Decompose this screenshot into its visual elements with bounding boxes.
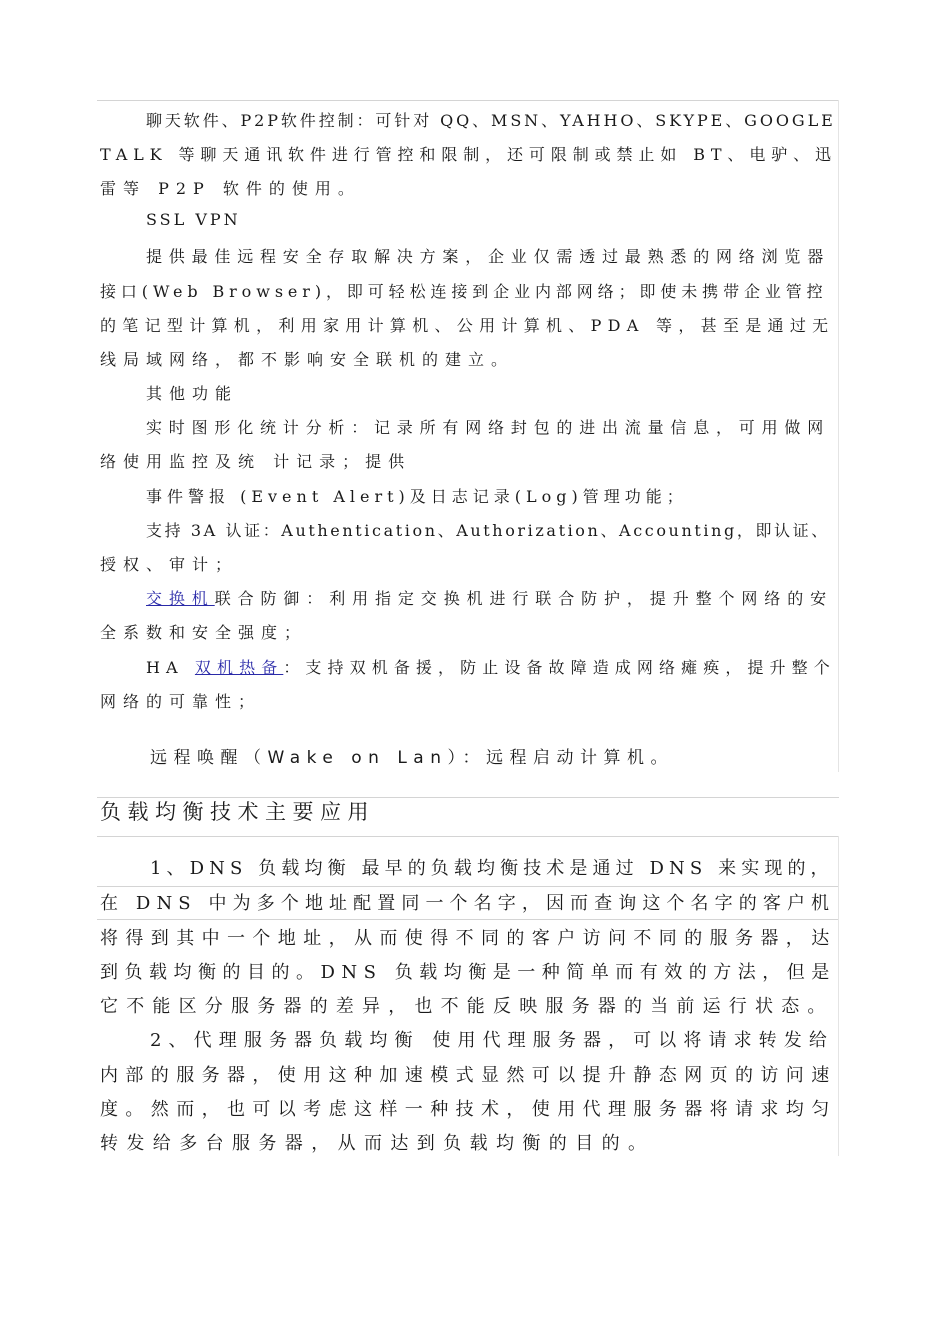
text-line: 在 DNS 中为多个地址配置同一个名字，因而查询这个名字的客户机 <box>100 893 836 914</box>
section2-right-rule <box>838 836 839 1156</box>
subheading-other-functions: 其他功能 <box>146 384 239 403</box>
ha-text: ：支持双机备援，防止设备故障造成网络瘫痪，提升整个 <box>283 658 836 677</box>
text-line: 的笔记型计算机，利用家用计算机、公用计算机、PDA 等，甚至是通过无 <box>100 316 835 335</box>
section-heading: 负载均衡技术主要应用 <box>100 800 375 824</box>
text-line: 授权、审计； <box>100 555 239 574</box>
switch-line <box>146 586 833 609</box>
text-line: 事件警报 (Event Alert)及日志记录(Log)管理功能； <box>146 487 688 506</box>
text-line: 提供最佳远程安全存取解决方案，企业仅需透过最熟悉的网络浏览器 <box>146 247 831 266</box>
para-rule-2 <box>97 919 839 920</box>
wake-on-lan-line: 远程唤醒（Wake on Lan）：远程启动计算机。 <box>150 748 674 768</box>
frame-top-rule <box>97 100 839 101</box>
text-line: 内部的服务器，使用这种加速模式显然可以提升静态网页的访问速 <box>100 1065 837 1086</box>
switch-text: 联合防御：利用指定交换机进行联合防护，提升整个网络的安 <box>214 589 834 608</box>
text-line: 网络的可靠性； <box>100 692 262 711</box>
heading-bottom-rule <box>97 836 839 837</box>
text-line: 转发给多台服务器，从而达到负载均衡的目的。 <box>100 1133 655 1154</box>
text-line: 支持 3A 认证：Authentication、Authorization、Accounting，即认证、 <box>146 521 830 540</box>
frame-right-rule <box>838 100 839 772</box>
switch-link[interactable]: 交换机 <box>146 589 215 608</box>
text-line: 将得到其中一个地址，从而使得不同的客户访问不同的服务器，达 <box>100 928 837 949</box>
text-line: 络使用监控及统 计记录；提供 <box>100 452 412 471</box>
text-line: 到负载均衡的目的。DNS 负载均衡是一种简单而有效的方法，但是 <box>100 962 836 983</box>
text-line: 雷等 P2P 软件的使用。 <box>100 179 361 198</box>
ha-prefix: HA <box>146 658 195 677</box>
subheading-ssl-vpn: SSL VPN <box>146 210 241 229</box>
ha-line <box>146 655 836 678</box>
para-rule-1 <box>97 886 839 887</box>
text-line: 线局域网络，都不影响安全联机的建立。 <box>100 350 515 369</box>
text-line: 1、DNS 负载均衡 最早的负载均衡技术是通过 DNS 来实现的， <box>150 858 834 879</box>
text-line: 接口(Web Browser)，即可轻松连接到企业内部网络；即使未携带企业管控 <box>100 282 828 301</box>
text-line: 全系数和安全强度； <box>100 623 308 642</box>
text-line: 度。然而，也可以考虑这样一种技术，使用代理服务器将请求均匀 <box>100 1099 837 1120</box>
text-line: 实时图形化统计分析：记录所有网络封包的进出流量信息，可用做网 <box>146 418 831 437</box>
text-line: 2、代理服务器负载均衡 使用代理服务器，可以将请求转发给 <box>150 1030 834 1051</box>
text-line: 它不能区分服务器的差异，也不能反映服务器的当前运行状态。 <box>100 996 834 1017</box>
ha-link[interactable]: 双机热备 <box>194 658 284 677</box>
text-line: 聊天软件、P2P软件控制：可针对 QQ、MSN、YAHHO、SKYPE、GOOGLE <box>146 111 836 130</box>
text-line: TALK 等聊天通讯软件进行管控和限制，还可限制或禁止如 BT、电驴、迅 <box>100 145 837 164</box>
